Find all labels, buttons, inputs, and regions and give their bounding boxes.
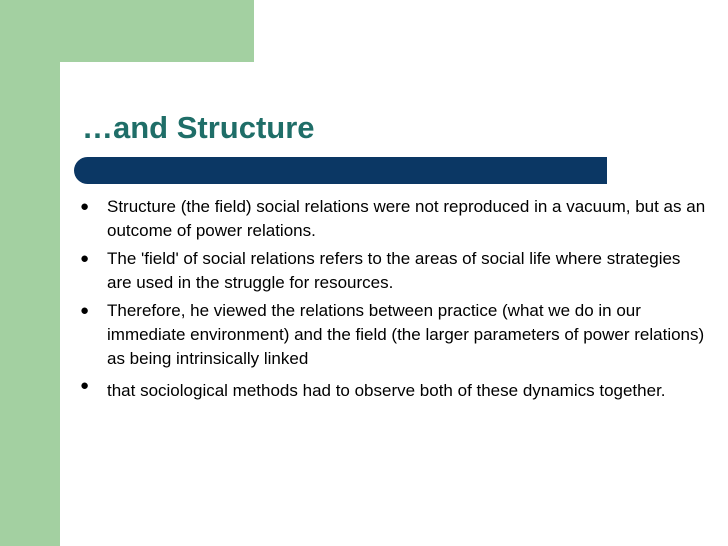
bullet-item bbox=[78, 247, 708, 295]
title-underline-bar bbox=[74, 157, 607, 184]
bullet-list bbox=[78, 195, 708, 410]
green-frame-top bbox=[0, 0, 254, 62]
green-frame-left bbox=[0, 0, 60, 546]
bullet-text: The 'field' of social relations refers to the areas of social life where strategies are used in the struggle for resources. bbox=[107, 249, 681, 292]
bullet-item bbox=[78, 195, 708, 243]
bullet-text: that sociological methods had to observe both of these dynamics together. bbox=[107, 381, 666, 400]
bullet-text: Therefore, he viewed the relations between practice (what we do in our immediate environment) and the field (the larger parameters of power relations) as being intrinsically linked bbox=[107, 301, 705, 368]
bullet-text: Structure (the field) social relations were not reproduced in a vacuum, but as an outcome of power relations. bbox=[107, 197, 706, 240]
bullet-dot-icon: ● bbox=[80, 302, 90, 319]
bullet-item bbox=[78, 375, 708, 406]
slide-title: …and Structure bbox=[82, 110, 315, 145]
bullet-dot-icon: ● bbox=[80, 250, 90, 267]
bullet-dot-icon: ● bbox=[80, 198, 90, 215]
bullet-item bbox=[78, 299, 708, 371]
bullet-dot-icon: ● bbox=[80, 377, 90, 394]
